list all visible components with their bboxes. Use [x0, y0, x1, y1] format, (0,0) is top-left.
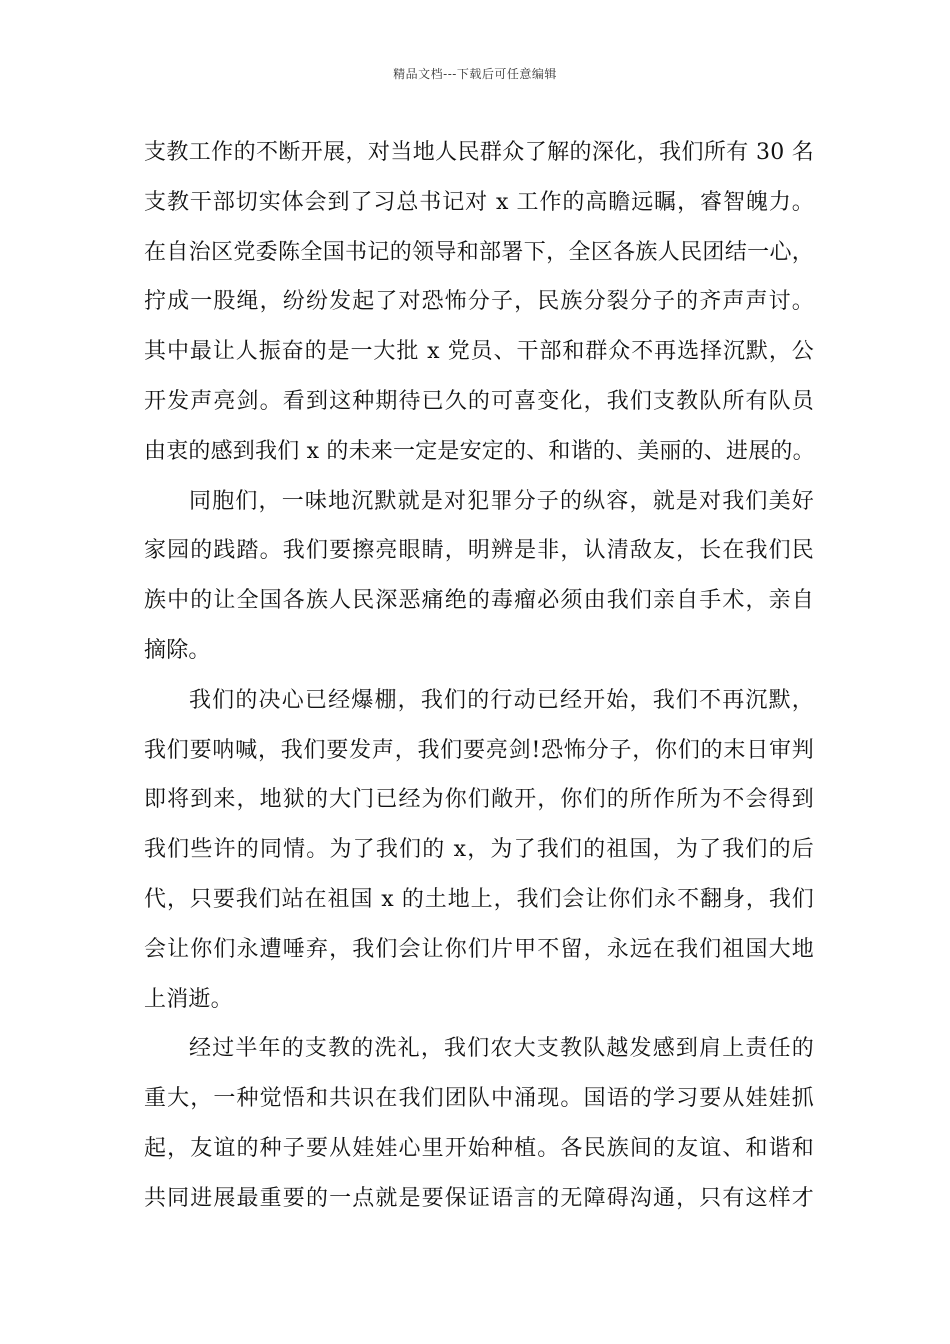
text-line: 族中的让全国各族人民深恶痛绝的毒瘤必须由我们亲自手术，亲自: [144, 588, 814, 614]
paragraph: [144, 1024, 814, 1223]
text-line: 开发声亮剑。看到这种期待已久的可喜变化，我们支教队所有队员: [144, 388, 814, 414]
text-line: 拧成一股绳，纷纷发起了对恐怖分子，民族分裂分子的齐声声讨。: [144, 289, 814, 315]
text-line: 家园的践踏。我们要擦亮眼睛，明辨是非，认清敌友，长在我们民: [144, 538, 814, 564]
text-line: 由衷的感到我们 x 的未来一定是安定的、和谐的、美丽的、进展的。: [144, 438, 815, 464]
text-line: 经过半年的支教的洗礼，我们农大支教队越发感到肩上责任的: [189, 1036, 814, 1062]
text-line: 其中最让人振奋的是一大批 x 党员、干部和群众不再选择沉默，公: [144, 339, 814, 365]
page-header: 精品文档---下载后可任意编辑: [393, 67, 557, 81]
paragraph: [144, 477, 814, 676]
text-line: 支教工作的不断开展，对当地人民群众了解的深化，我们所有 30 名: [144, 140, 814, 165]
text-line: 我们的决心已经爆棚，我们的行动已经开始，我们不再沉默，: [189, 687, 814, 713]
text-line: 摘除。: [144, 637, 211, 663]
text-line: 代，只要我们站在祖国 x 的土地上，我们会让你们永不翻身，我们: [144, 886, 814, 912]
text-line: 会让你们永遭唾弃，我们会让你们片甲不留，永远在我们祖国大地: [144, 936, 814, 962]
text-line: 重大，一种觉悟和共识在我们团队中涌现。国语的学习要从娃娃抓: [144, 1086, 814, 1112]
text-line: 我们些许的同情。为了我们的 x，为了我们的祖国，为了我们的后: [144, 837, 814, 863]
text-line: 即将到来，地狱的大门已经为你们敞开，你们的所作所为不会得到: [144, 787, 814, 813]
text-line: 起，友谊的种子要从娃娃心里开始种植。各民族间的友谊、和谐和: [144, 1135, 814, 1161]
text-line: 我们要呐喊，我们要发声，我们要亮剑!恐怖分子，你们的末日审判: [144, 737, 814, 763]
text-line: 同胞们，一味地沉默就是对犯罪分子的纵容，就是对我们美好: [189, 488, 814, 514]
text-line: 支教干部切实体会到了习总书记对 x 工作的高瞻远瞩，睿智魄力。: [144, 189, 814, 215]
text-line: 共同进展最重要的一点就是要保证语言的无障碍沟通，只有这样才: [144, 1185, 814, 1211]
text-line: 上消逝。: [144, 986, 233, 1012]
paragraph: [144, 128, 814, 477]
document-body: [144, 128, 814, 1224]
text-line: 在自治区党委陈全国书记的领导和部署下，全区各族人民团结一心，: [144, 239, 814, 265]
paragraph: [144, 676, 814, 1025]
